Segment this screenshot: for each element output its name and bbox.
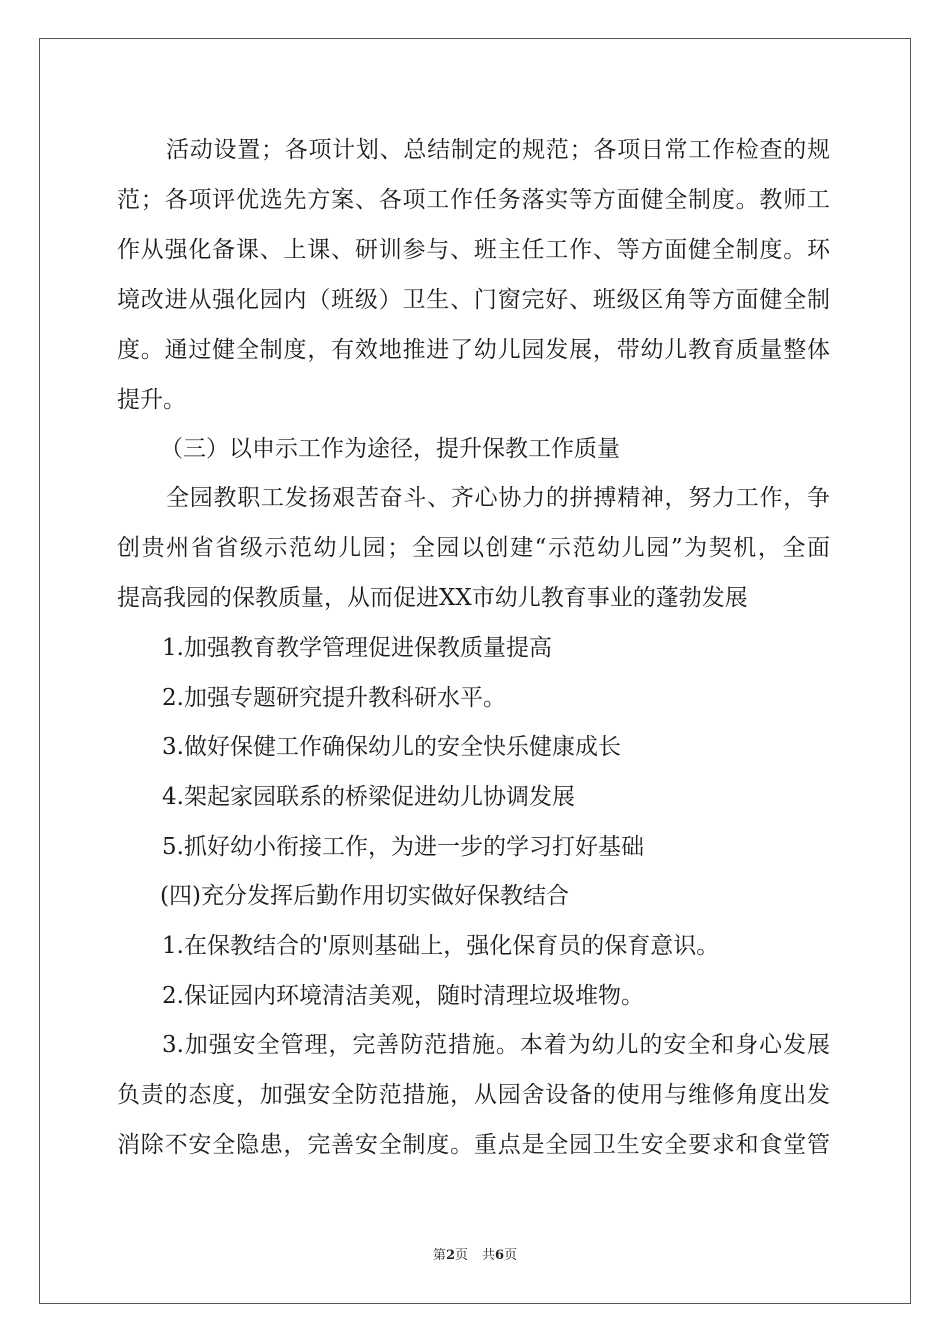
paragraph-line: 范；各项评优选先方案、各项工作任务落实等方面健全制度。教师工 (117, 187, 830, 213)
list-item: 2.加强专题研究提升教科研水平。 (162, 685, 506, 711)
list-item: 1.在保教结合的'原则基础上，强化保育员的保育意识。 (162, 933, 720, 959)
total-pages: 6 (495, 1248, 505, 1263)
footer-total-suffix: 页 (504, 1248, 518, 1263)
section-heading: （三）以申示工作为途径，提升保教工作质量 (160, 436, 620, 462)
paragraph-line: 活动设置；各项计划、总结制定的规范；各项日常工作检查的规 (166, 137, 830, 163)
page-number: 2 (445, 1248, 455, 1263)
list-item: 2.保证园内环境清洁美观，随时清理垃圾堆物。 (162, 983, 644, 1009)
paragraph-line: 负责的态度，加强安全防范措施，从园舍设备的使用与维修角度出发 (117, 1082, 830, 1108)
footer-prefix: 第 (432, 1248, 446, 1263)
section-heading: (四)充分发挥后勤作用切实做好保教结合 (160, 883, 569, 909)
paragraph-line: 境改进从强化园内（班级）卫生、门窗完好、班级区角等方面健全制 (117, 287, 830, 313)
paragraph-line: 提高我园的保教质量，从而促进XX市幼儿教育事业的蓬勃发展 (117, 585, 748, 611)
list-item: 4.架起家园联系的桥梁促进幼儿协调发展 (162, 784, 575, 810)
list-item: 5.抓好幼小衔接工作，为进一步的学习打好基础 (162, 834, 644, 860)
list-item: 1.加强教育教学管理促进保教质量提高 (162, 635, 552, 661)
paragraph-line: 全园教职工发扬艰苦奋斗、齐心协力的拼搏精神，努力工作，争 (166, 485, 830, 511)
footer-total-prefix: 共 (482, 1248, 496, 1263)
list-item: 3.做好保健工作确保幼儿的安全快乐健康成长 (162, 734, 621, 760)
paragraph-line: 3.加强安全管理，完善防范措施。本着为幼儿的安全和身心发展 (162, 1032, 830, 1058)
footer-page-suffix: 页 (454, 1248, 468, 1263)
paragraph-line: 消除不安全隐患，完善安全制度。重点是全园卫生安全要求和食堂管 (117, 1132, 830, 1158)
paragraph-line: 作从强化备课、上课、研训参与、班主任工作、等方面健全制度。环 (117, 237, 830, 263)
paragraph-line: 创贵州省省级示范幼儿园；全园以创建“示范幼儿园”为契机，全面 (117, 535, 830, 561)
paragraph-line: 度。通过健全制度，有效地推进了幼儿园发展，带幼儿教育质量整体 (117, 337, 830, 363)
page-footer (0, 1244, 950, 1263)
paragraph-line: 提升。 (117, 387, 186, 413)
